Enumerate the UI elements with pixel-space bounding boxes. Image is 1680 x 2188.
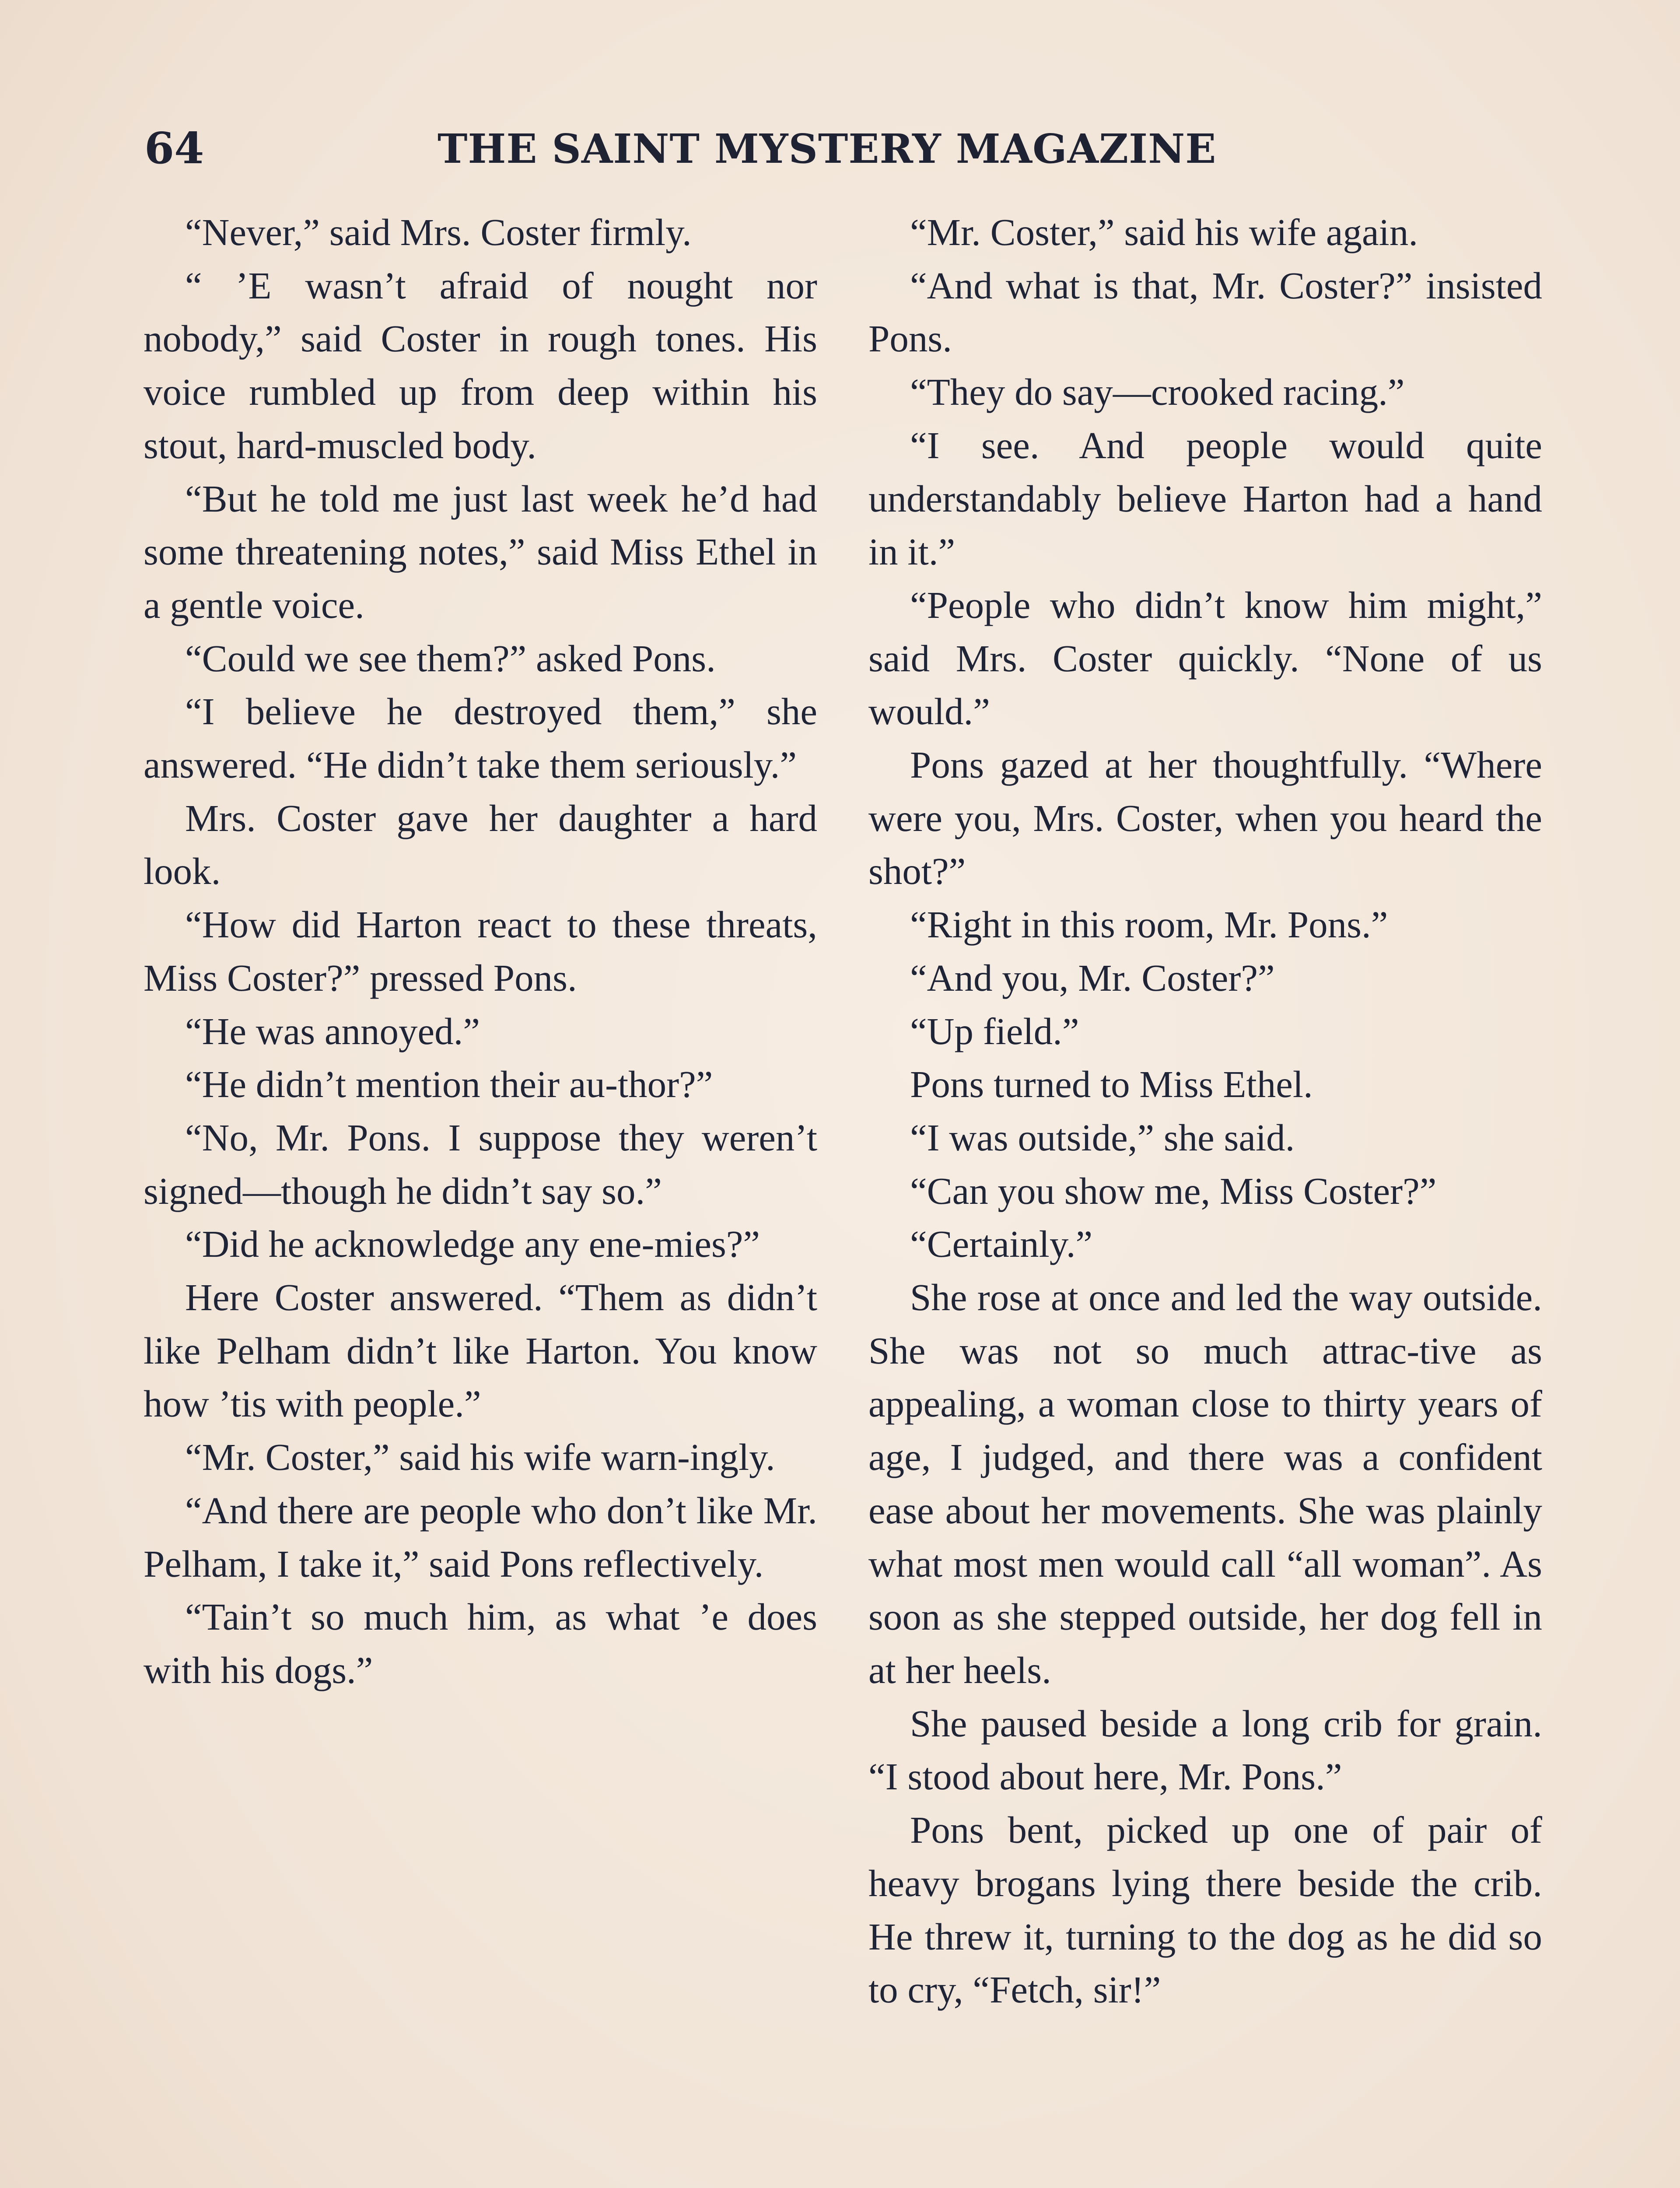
paragraph: “Can you show me, Miss Coster?” <box>910 1169 1437 1212</box>
magazine-title: THE SAINT MYSTERY MAGAZINE <box>438 125 1217 172</box>
paragraph: Pons turned to Miss Ethel. <box>910 1063 1313 1106</box>
left-text-column <box>144 206 817 1697</box>
paragraph: “Could we see them?” asked Pons. <box>185 637 716 680</box>
paragraph: “And there are people who don’t like Mr. Pelham, I take it,” said Pons reflectively. <box>144 1489 817 1585</box>
paragraph: “Certainly.” <box>910 1223 1093 1266</box>
paragraph: She paused beside a long crib for grain. “I stood about here, Mr. Pons.” <box>868 1702 1542 1798</box>
paragraph: Here Coster answered. “Them as didn’t like Pelham didn’t like Harton. You know how ’tis with people.” <box>144 1276 817 1425</box>
paragraph: “Right in this room, Mr. Pons.” <box>910 903 1388 946</box>
paragraph: “ ’E wasn’t afraid of nought nor nobody,” said Coster in rough tones. His voice rumbled up from deep within his stout, hard-muscled body. <box>144 264 817 466</box>
paragraph: “Mr. Coster,” said his wife warn-ingly. <box>185 1436 775 1479</box>
paragraph: “Mr. Coster,” said his wife again. <box>910 211 1418 253</box>
paragraph: “They do say—crooked racing.” <box>910 371 1405 414</box>
paragraph: “No, Mr. Pons. I suppose they weren’t signed—though he didn’t say so.” <box>144 1116 817 1212</box>
paragraph: “He was annoyed.” <box>185 1010 480 1052</box>
paragraph: “I believe he destroyed them,” she answered. “He didn’t take them seriously.” <box>144 690 817 786</box>
paragraph: “Tain’t so much him, as what ’e does with his dogs.” <box>144 1595 817 1691</box>
paragraph: Pons gazed at her thoughtfully. “Where were you, Mrs. Coster, when you heard the shot?” <box>868 743 1542 893</box>
paragraph: “And you, Mr. Coster?” <box>910 956 1275 999</box>
paragraph: “He didn’t mention their au-thor?” <box>185 1063 713 1106</box>
paragraph: “I was outside,” she said. <box>910 1116 1295 1159</box>
paragraph: “People who didn’t know him might,” said Mrs. Coster quickly. “None of us would.” <box>868 583 1542 733</box>
paragraph: “And what is that, Mr. Coster?” insisted Pons. <box>868 264 1542 360</box>
paragraph: Mrs. Coster gave her daughter a hard look. <box>144 796 817 893</box>
page-number: 64 <box>144 123 204 174</box>
paragraph: “How did Harton react to these threats, Miss Coster?” pressed Pons. <box>144 903 817 999</box>
paragraph: Pons bent, picked up one of pair of heavy brogans lying there beside the crib. He threw it, turning to the dog as he did so to cry, “Fetch, sir!” <box>868 1809 1542 2011</box>
paragraph: “Up field.” <box>910 1010 1079 1052</box>
paragraph: “But he told me just last week he’d had some threatening notes,” said Miss Ethel in a gentle voice. <box>144 477 817 626</box>
paragraph: “Did he acknowledge any ene-mies?” <box>185 1223 760 1266</box>
right-text-column <box>868 206 1542 2016</box>
paragraph: “I see. And people would quite understandably believe Harton had a hand in it.” <box>868 424 1542 573</box>
paragraph: “Never,” said Mrs. Coster firmly. <box>185 211 692 253</box>
page-header <box>144 118 1238 179</box>
paragraph: She rose at once and led the way outside. She was not so much attrac-tive as appealing, a woman close to thirty years of age, I judged, and there was a confident ease about her movements. She was plainly what most men would call “all woman”. As soon as she stepped outside, her dog fell in at her heels. <box>868 1276 1542 1691</box>
